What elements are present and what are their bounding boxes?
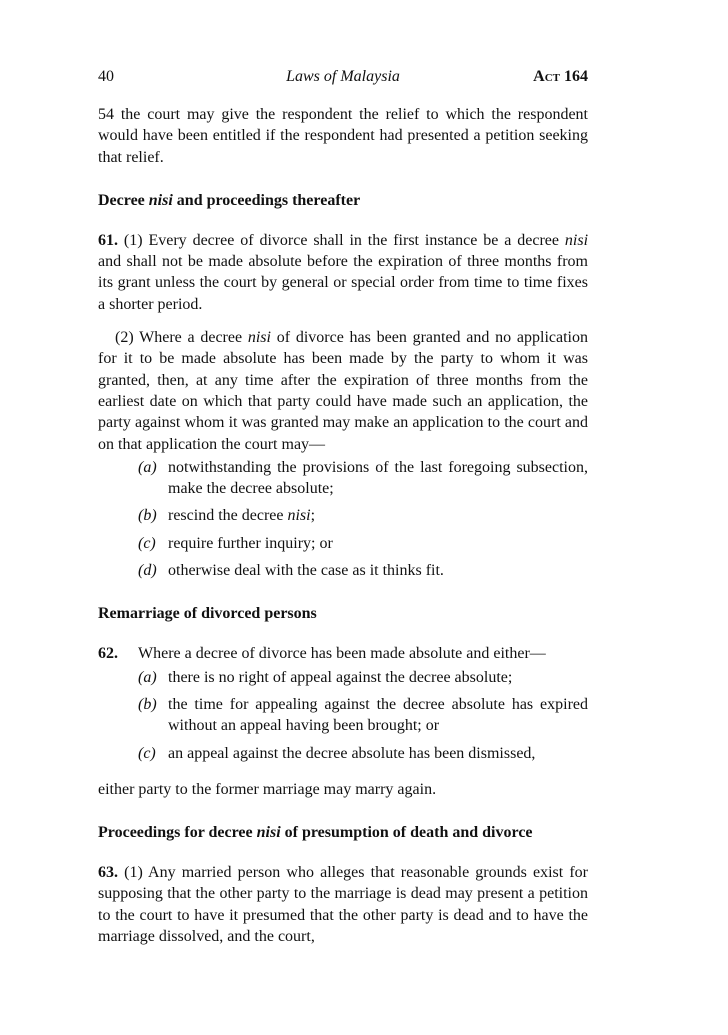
list-item: (c) an appeal against the decree absolute has been dismissed, xyxy=(138,744,536,762)
list-item: (a) there is no right of appeal against the decree absolute; xyxy=(138,668,513,686)
section-62 xyxy=(98,643,588,800)
section-61-items xyxy=(98,457,588,581)
act-number: Act 164 xyxy=(533,68,588,85)
section-heading-62: Remarriage of divorced persons xyxy=(98,605,317,623)
list-item: (b) rescind the decree nisi; xyxy=(138,507,316,525)
section-number: 62. xyxy=(98,645,118,663)
section-63-subsection-1: 63. (1) Any married person who alleges that reasonable grounds exist for supposing that the other party to the marriage is dead may present a petition to the court to have it presumed that the other party is dead and to have the marriage dissolved, and the court, xyxy=(98,864,589,946)
section-heading-63: Proceedings for decree nisi of presumption of death and divorce xyxy=(98,824,533,842)
page-number: 40 xyxy=(98,68,114,85)
list-item: (d) otherwise deal with the case as it thinks fit. xyxy=(138,562,444,580)
section-number: 61. xyxy=(98,231,118,249)
list-item: (a) notwithstanding the provisions of the last foregoing subsection, make the decree absolute; xyxy=(138,458,588,498)
section-number: 63. xyxy=(98,864,118,882)
running-title: Laws of Malaysia xyxy=(286,68,400,85)
list-item: (b) the time for appealing against the decree absolute has expired without an appeal having been brought; or xyxy=(138,695,588,735)
section-62-items xyxy=(98,667,588,764)
section-62-closing: either party to the former marriage may marry again. xyxy=(98,780,437,798)
section-61-subsection-1: 61. (1) Every decree of divorce shall in the first instance be a decree nisi and shall not be made absolute before the expiration of three months from its grant unless the court by general or special order from time to time fixes a shorter period. xyxy=(98,231,589,313)
section-62-lead: 62. Where a decree of divorce has been made absolute and either— xyxy=(98,643,588,664)
section-61-subsection-2: (2) Where a decree nisi of divorce has been granted and no application for it to be made absolute has been made by the party to whom it was granted, then, at any time after the expiration of three months from the earliest date on which that party could have made such an application, the party against whom it was granted may make an application to the court and on that application the court may— xyxy=(98,329,589,453)
document-page xyxy=(98,68,588,947)
list-item: (c) require further inquiry; or xyxy=(138,534,333,552)
continuation-paragraph: 54 the court may give the respondent the relief to which the respondent would have been entitled if the respondent had presented a petition seeking that relief. xyxy=(98,106,588,166)
page-header xyxy=(98,68,588,90)
section-heading-61: Decree nisi and proceedings thereafter xyxy=(98,191,361,209)
